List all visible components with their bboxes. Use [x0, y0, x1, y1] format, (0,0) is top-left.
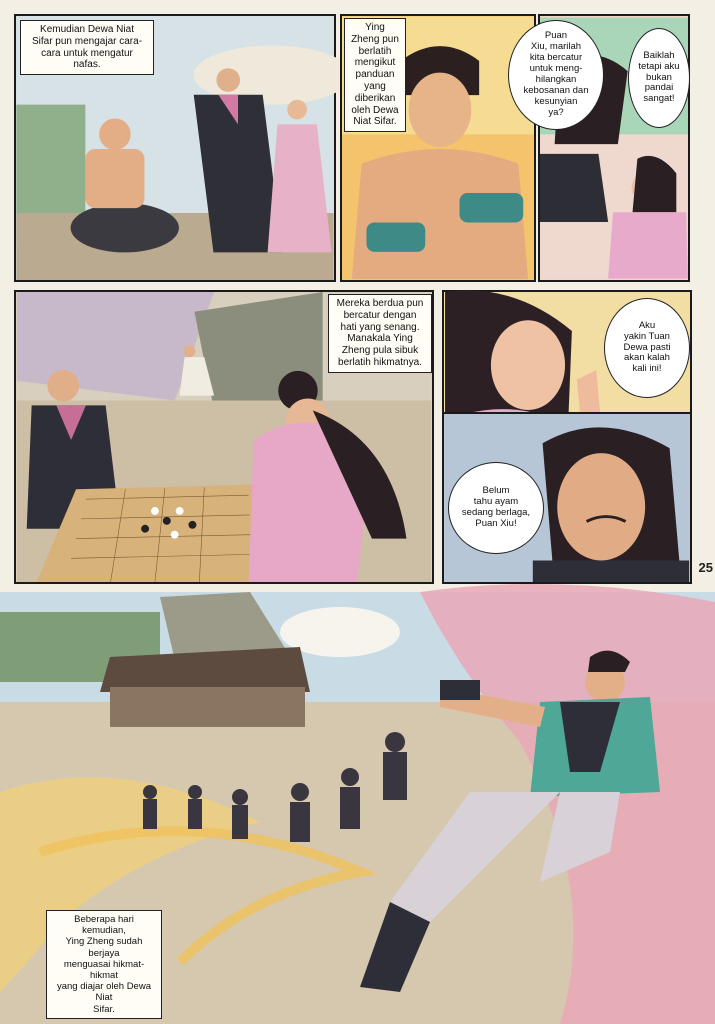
panel-mastery-battle [0, 592, 715, 1024]
panel-breathing-lesson [14, 14, 336, 282]
panel-chess-invitation [523, 14, 690, 282]
caption-panel-1: Kemudian Dewa Niat Sifar pun mengajar cara- cara untuk mengatur nafas. [20, 20, 154, 75]
panel-ying-zheng-practice [340, 14, 536, 282]
caption-panel-7: Beberapa hari kemudian, Ying Zheng sudah berjaya menguasai hikmat-hikmat yang diajar oleh Dewa Niat Sifar. [46, 910, 162, 1019]
wooden-house [100, 647, 310, 727]
panel-chess-game [14, 290, 434, 584]
speech-bubble-invitation: Puan Xiu, marilah kita bercatur untuk meng- hilangkan kebosanan dan kesunyian ya? [508, 20, 604, 130]
page-number: 25 [698, 560, 713, 575]
speech-bubble-dewa-reply: Belum tahu ayam sedang berlaga, Puan Xiu! [448, 462, 544, 554]
caption-panel-2: Ying Zheng pun berlatih mengikut panduan yang diberikan oleh Dewa Niat Sifar. [344, 18, 406, 132]
caption-panel-4: Mereka berdua pun bercatur dengan hati yang senang. Manakala Ying Zheng pula sibuk berlatih hikmatnya. [328, 294, 432, 373]
panel-dewa-niat-sifar-reply [442, 412, 692, 584]
speech-bubble-reply: Baiklah tetapi aku bukan pandai sangat! [628, 28, 690, 128]
speech-bubble-puan-xiu: Aku yakin Tuan Dewa pasti akan kalah kali ini! [604, 298, 690, 398]
